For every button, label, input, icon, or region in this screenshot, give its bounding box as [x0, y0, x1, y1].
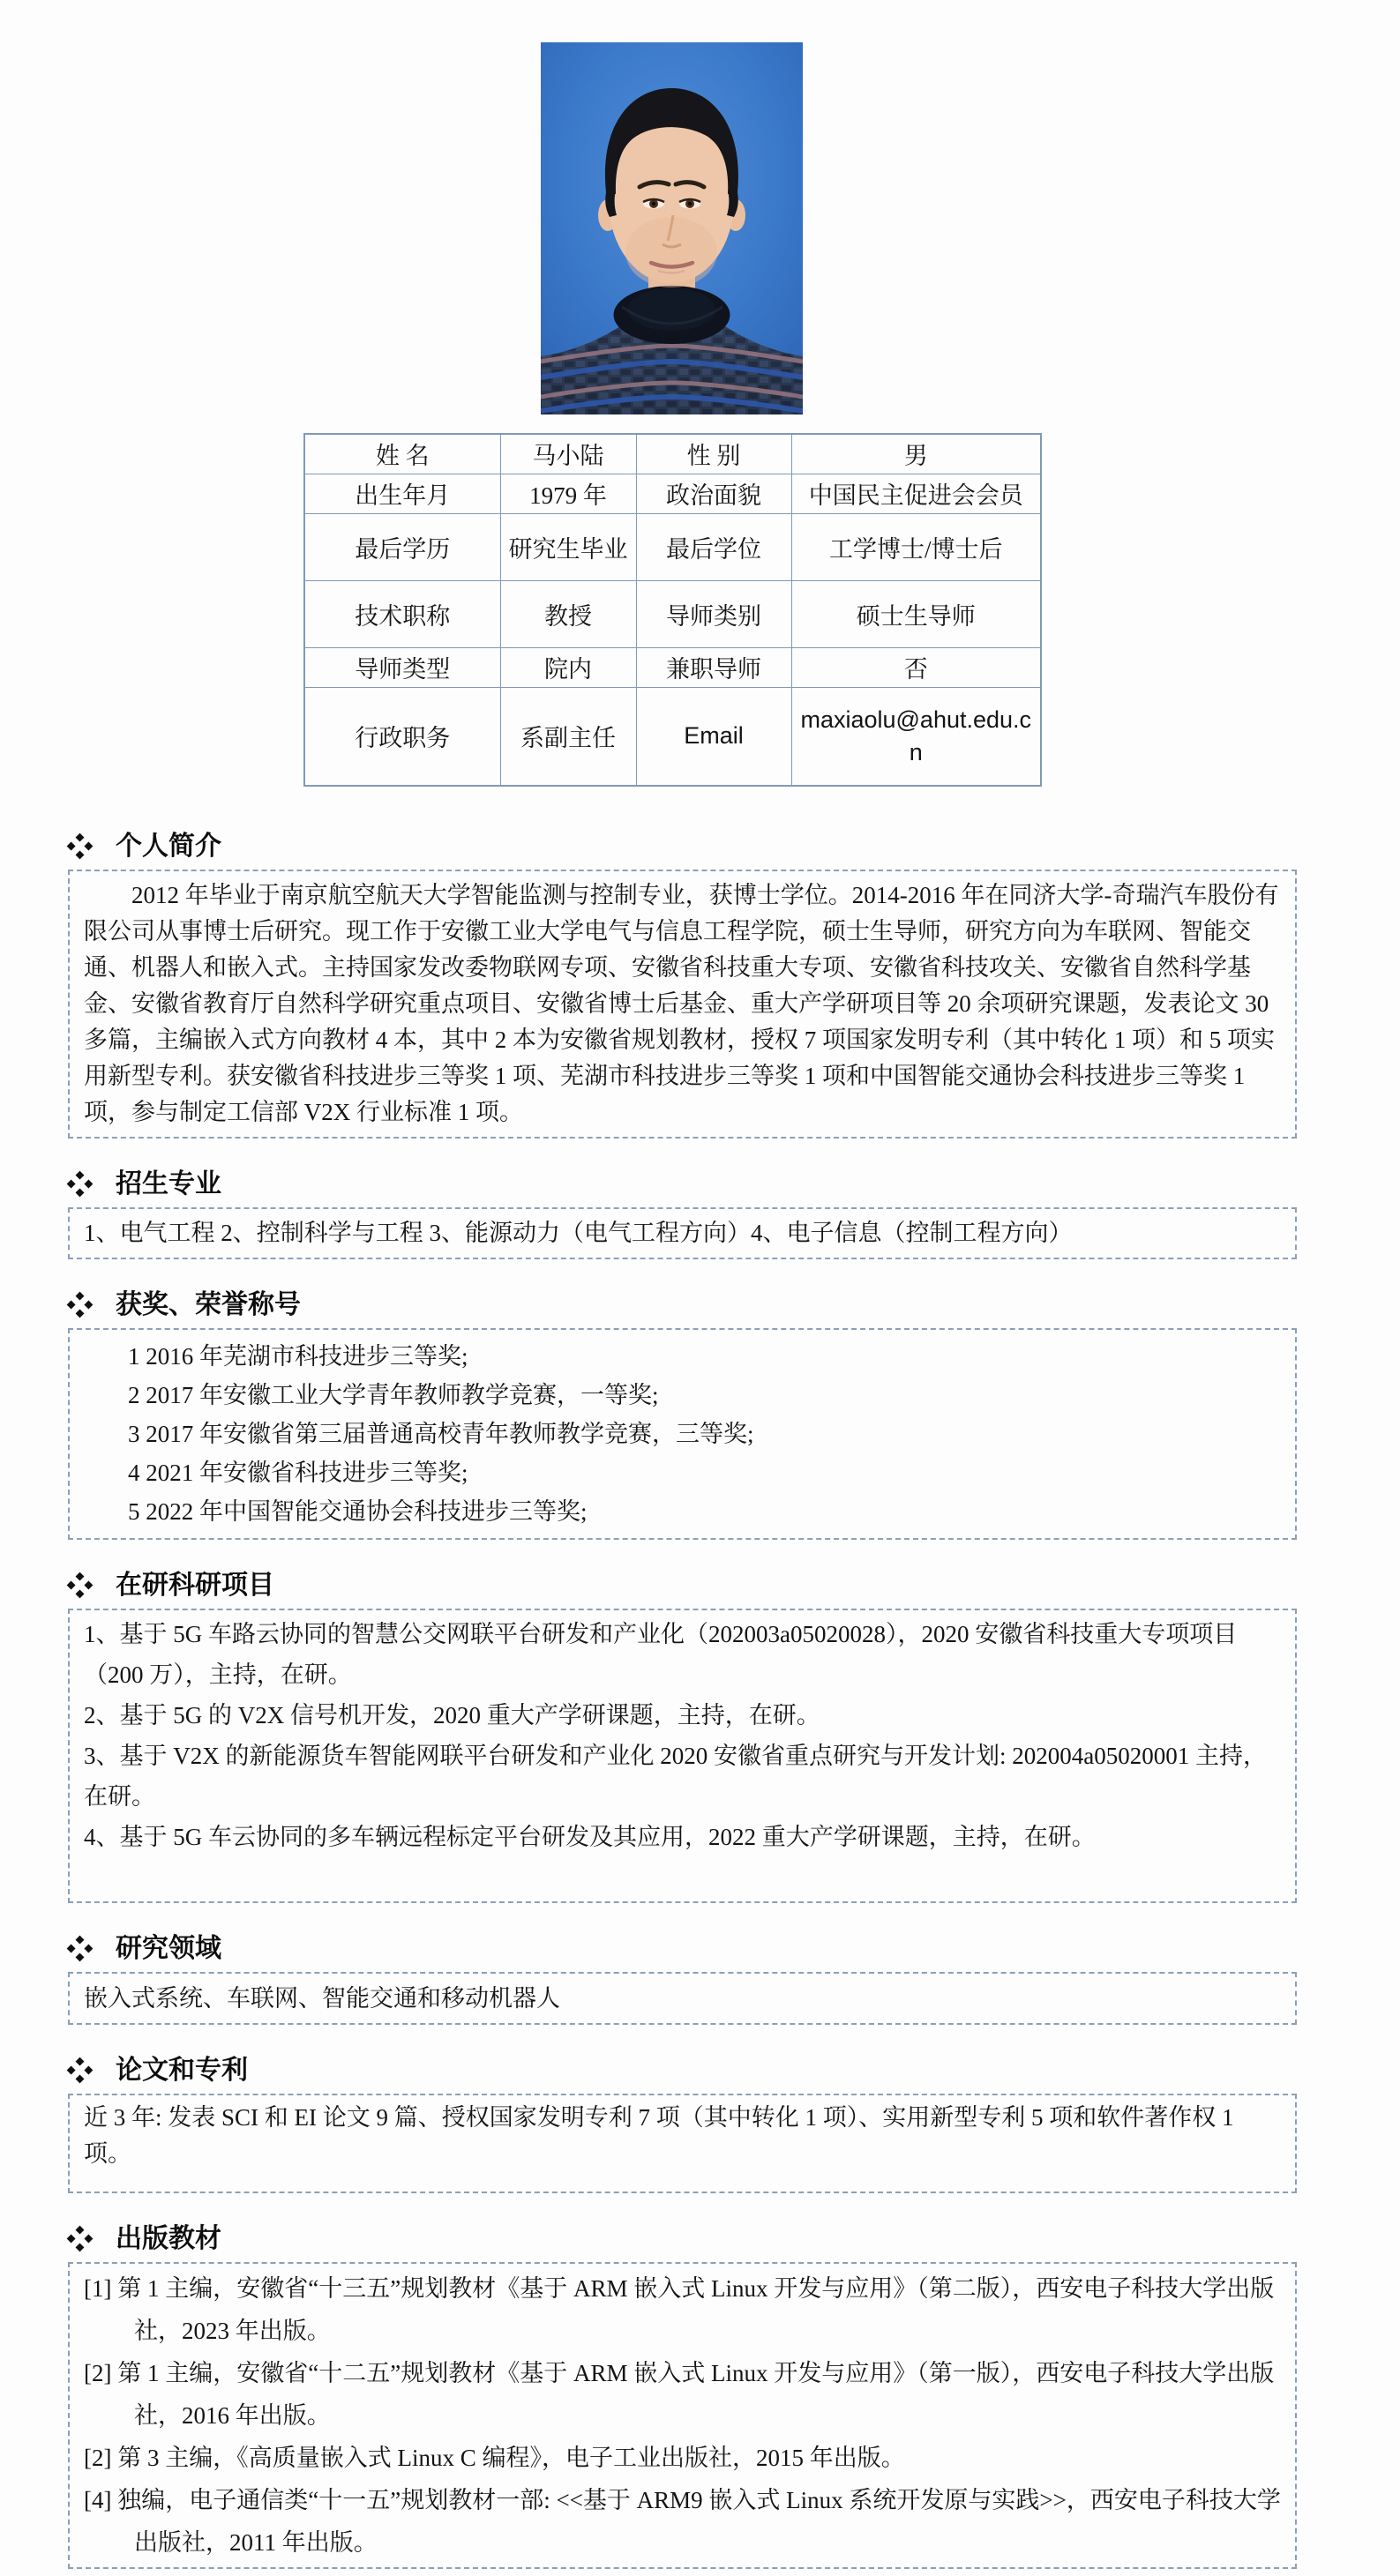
table-row: [304, 647, 1041, 687]
diamond-bullet-icon: [70, 1938, 91, 1960]
info-value-name: 马小陆: [500, 434, 636, 474]
section-title: 研究领域: [116, 1934, 221, 1963]
papers-patents-line: 近 3 年: 发表 SCI 和 EI 论文 9 篇、授权国家发明专利 7 项（其中转化 1 项）、实用新型专利 5 项和软件著作权 1 项。: [84, 2104, 1234, 2167]
info-value-degree: 工学博士/博士后: [791, 513, 1041, 580]
textbook-item: [4] 独编，电子通信类“十一五”规划教材一部: <<基于 ARM9 嵌入式 Linux 系统开发原与实践>>，西安电子科技大学出版社，2011 年出版。: [84, 2487, 1281, 2556]
textbook-item: [1] 第 1 主编，安徽省“十三五”规划教材《基于 ARM 嵌入式 Linux 开发与应用》（第二版），西安电子科技大学出版社，2023 年出版。: [84, 2275, 1275, 2344]
section-heading: [70, 1169, 1297, 1200]
section-box-papers-patents: [68, 2094, 1297, 2193]
textbook-item: [2] 第 1 主编，安徽省“十二五”规划教材《基于 ARM 嵌入式 Linux 开发与应用》（第一版），西安电子科技大学出版社，2016 年出版。: [84, 2360, 1275, 2429]
section-enrollment-majors: [68, 1169, 1297, 1259]
research-fields-line: 嵌入式系统、车联网、智能交通和移动机器人: [84, 1985, 560, 2012]
basic-info-table: [303, 433, 1042, 787]
info-value-supervisor-type: 院内: [500, 647, 636, 687]
info-label-gender: 性 别: [636, 434, 791, 474]
project-item: 1、基于 5G 车路云协同的智慧公交网联平台研发和产业化（202003a05020028），2020 安徽省科技重大专项项目（200 万），主持，在研。: [84, 1621, 1238, 1688]
info-label-political: 政治面貌: [636, 474, 791, 513]
info-value-admin-position: 系副主任: [500, 687, 636, 786]
section-heading: [70, 831, 1297, 862]
info-value-birth: 1979 年: [500, 474, 636, 513]
info-label-education: 最后学历: [304, 513, 500, 580]
section-title: 个人简介: [116, 832, 221, 861]
diamond-bullet-icon: [70, 1174, 91, 1195]
section-box-awards: [68, 1328, 1297, 1540]
info-value-title: 教授: [500, 580, 636, 647]
info-label-parttime-supervisor: 兼职导师: [636, 647, 791, 687]
info-label-degree: 最后学位: [636, 513, 791, 580]
info-label-name: 姓 名: [304, 434, 500, 474]
award-item: 4 2021 年安徽省科技进步三等奖;: [128, 1460, 468, 1486]
section-title: 招生专业: [116, 1169, 221, 1198]
project-item: 4、基于 5G 车云协同的多车辆远程标定平台研发及其应用，2022 重大产学研课题，主持，在研。: [84, 1824, 1096, 1850]
diamond-bullet-icon: [70, 836, 91, 857]
section-heading: [70, 1933, 1297, 1965]
award-item: 5 2022 年中国智能交通协会科技进步三等奖;: [128, 1498, 588, 1525]
top-block: [303, 42, 1040, 787]
info-value-political: 中国民主促进会会员: [791, 474, 1041, 513]
section-box-enrollment-majors: [68, 1207, 1297, 1259]
info-label-supervisor-category: 导师类别: [636, 580, 791, 647]
table-row: [304, 434, 1041, 474]
project-item: 2、基于 5G 的 V2X 信号机开发，2020 重大产学研课题，主持，在研。: [84, 1702, 820, 1729]
section-box-research-fields: [68, 1972, 1297, 2025]
info-label-title: 技术职称: [304, 580, 500, 647]
info-value-gender: 男: [791, 434, 1041, 474]
project-item: 3、基于 V2X 的新能源货车智能网联平台研发和产业化 2020 安徽省重点研究与开发计划: 202004a05020001 主持，在研。: [84, 1743, 1267, 1810]
info-label-admin-position: 行政职务: [304, 687, 500, 786]
info-value-supervisor-category: 硕士生导师: [791, 580, 1041, 647]
textbook-item: [2] 第 3 主编，《高质量嵌入式 Linux C 编程》，电子工业出版社，2015 年出版。: [84, 2445, 905, 2471]
table-row: [304, 687, 1041, 786]
section-box-published-textbooks: [68, 2262, 1297, 2569]
award-item: 1 2016 年芜湖市科技进步三等奖;: [128, 1343, 468, 1370]
info-value-parttime-supervisor: 否: [791, 647, 1041, 687]
section-awards: [68, 1289, 1297, 1540]
diamond-bullet-icon: [70, 2060, 91, 2081]
section-published-textbooks: [68, 2223, 1297, 2569]
info-label-email: Email: [636, 687, 791, 786]
section-personal-intro: [68, 831, 1297, 1139]
info-label-supervisor-type: 导师类型: [304, 647, 500, 687]
award-item: 3 2017 年安徽省第三届普通高校青年教师教学竞赛，三等奖;: [128, 1421, 754, 1447]
section-box-personal-intro: [68, 870, 1297, 1139]
award-item: 2 2017 年安徽工业大学青年教师教学竞赛，一等奖;: [128, 1382, 659, 1408]
section-research-fields: [68, 1933, 1297, 2025]
diamond-bullet-icon: [70, 1575, 91, 1596]
section-heading: [70, 1289, 1297, 1321]
table-row: [304, 513, 1041, 580]
section-heading: [70, 2223, 1297, 2255]
portrait-photo-image: [541, 42, 803, 414]
section-title: 获奖、荣誉称号: [116, 1290, 301, 1319]
profile-sections: [68, 831, 1297, 2569]
table-row: [304, 580, 1041, 647]
info-label-birth: 出生年月: [304, 474, 500, 513]
diamond-bullet-icon: [70, 2229, 91, 2250]
diamond-bullet-icon: [70, 1295, 91, 1316]
section-box-research-projects: [68, 1609, 1297, 1903]
section-research-projects: [68, 1570, 1297, 1903]
section-title: 出版教材: [116, 2224, 221, 2253]
section-title: 在研科研项目: [116, 1571, 274, 1600]
profile-photo: [541, 42, 803, 414]
section-heading: [70, 1570, 1297, 1602]
intro-paragraph: 2012 年毕业于南京航空航天大学智能监测与控制专业，获博士学位。2014-2016 年在同济大学-奇瑞汽车股份有限公司从事博士后研究。现工作于安徽工业大学电气与信息工程学院，硕士生导师，研究方向为车联网、智能交通、机器人和嵌入式。主持国家发改委物联网专项、安徽省科技重大专项、安徽省科技攻关、安徽省自然科学基金、安徽省教育厅自然科学研究重点项目、安徽省博士后基金、重大产学研项目等 20 余项研究课题，发表论文 30 多篇，主编嵌入式方向教材 4 本，其中 2 本为安徽省规划教材，授权 7 项国家发明专利（其中转化 1 项）和 5 项实用新型专利。获安徽省科技进步三等奖 1 项、芜湖市科技进步三等奖 1 项和中国智能交通协会科技进步三等奖 1 项，参与制定工信部 V2X 行业标准 1 项。: [84, 882, 1279, 1125]
section-heading: [70, 2055, 1297, 2087]
majors-line: 1、电气工程 2、控制科学与工程 3、能源动力（电气工程方向）4、电子信息（控制工程方向）: [84, 1220, 1073, 1246]
info-value-email: maxiaolu@ahut.edu.cn: [791, 687, 1041, 786]
section-title: 论文和专利: [116, 2056, 248, 2085]
info-value-education: 研究生毕业: [500, 513, 636, 580]
section-papers-patents: [68, 2055, 1297, 2193]
table-row: [304, 474, 1041, 513]
